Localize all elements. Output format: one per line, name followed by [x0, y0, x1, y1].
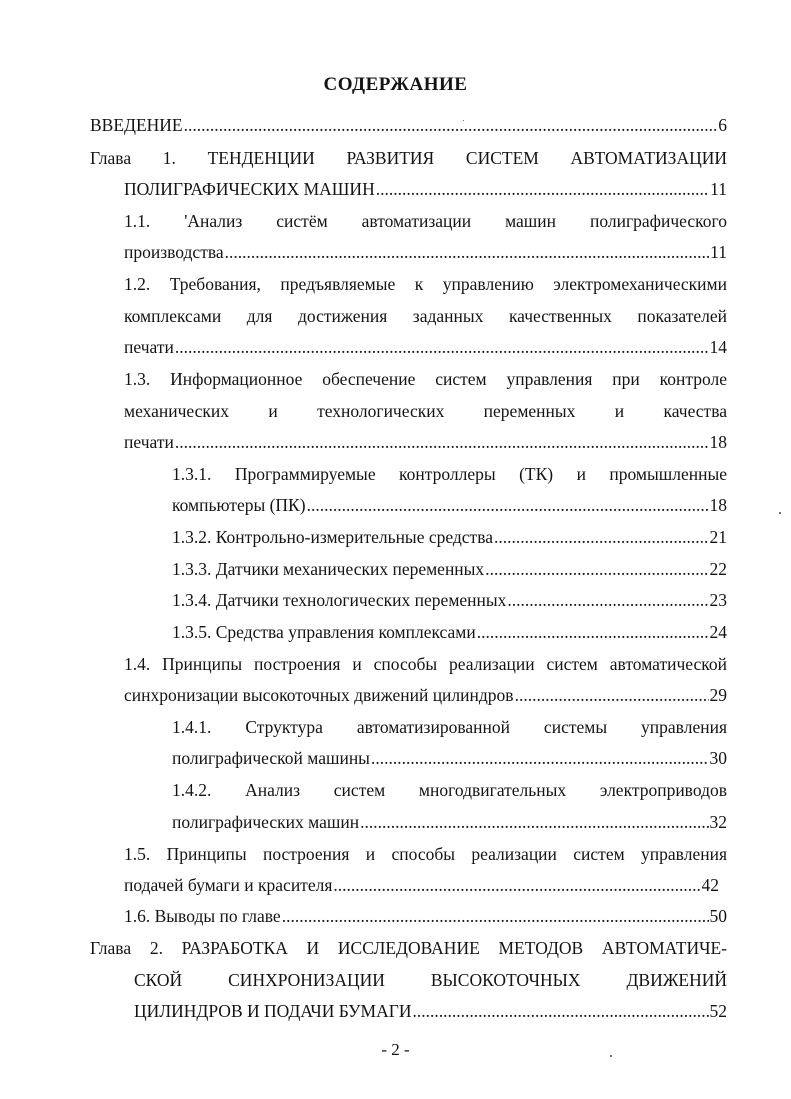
toc-chapter-2-heading: Глава 2. РАЗРАБОТКА И ИССЛЕДОВАНИЕ МЕТОДОВ АВТОМАТИЧЕ-	[90, 938, 727, 958]
toc-leader-dots	[494, 526, 708, 548]
scan-speck	[779, 512, 781, 514]
toc-entry-title: 1.3.3. Датчики механических переменных	[172, 559, 485, 579]
toc-section-1-3: 1.3. Информационное обеспечение систем управления при контроле	[124, 369, 727, 389]
toc-subsection-1-4-2: 1.4.2. Анализ систем многодвигательных электроприводов	[172, 780, 727, 800]
toc-section-1-5: 1.5. Принципы построения и способы реализации систем управления	[124, 844, 727, 864]
toc-entry-title: 1.3.5. Средства управления комплексами	[172, 622, 476, 642]
scan-speck	[463, 120, 464, 121]
toc-entry-title: ЦИЛИНДРОВ И ПОДАЧИ БУМАГИ	[134, 1001, 412, 1021]
toc-section-1-3-cont: механических и технологических переменных и качества	[124, 401, 727, 421]
toc-section-1-4: 1.4. Принципы построения и способы реализации систем автоматической	[124, 654, 727, 674]
toc-entry-title: полиграфических машин	[172, 812, 360, 832]
toc-page-number: 23	[709, 590, 727, 610]
toc-page-number: 52	[709, 1001, 727, 1021]
toc-subsection-1-3-2	[172, 526, 727, 548]
toc-page-number: 29	[709, 685, 727, 705]
toc-leader-dots	[333, 874, 700, 896]
toc-leader-dots	[307, 494, 709, 516]
page-title: СОДЕРЖАНИЕ	[323, 74, 468, 95]
toc-section-1-2-end	[124, 336, 727, 358]
toc-subsection-1-4-1: 1.4.1. Структура автоматизированной системы управления	[172, 717, 727, 737]
toc-subsection-1-3-3	[172, 558, 727, 580]
toc-section-1-5-end	[124, 874, 719, 896]
toc-entry-title: печати	[124, 432, 174, 452]
toc-subsection-1-3-1-end	[172, 494, 727, 516]
toc-subsection-1-3-4	[172, 589, 727, 611]
toc-page-number: 22	[709, 559, 727, 579]
toc-entry-title: синхронизации высокоточных движений цилиндров	[124, 685, 514, 705]
toc-chapter-1-heading-end	[124, 178, 727, 200]
toc-leader-dots	[515, 684, 709, 706]
toc-entry-title: ВВЕДЕНИЕ	[90, 115, 183, 135]
toc-subsection-1-3-1: 1.3.1. Программируемые контроллеры (ТК) и промышленные	[172, 464, 727, 484]
toc-page-number: 11	[710, 179, 727, 199]
toc-subsection-1-4-2-end	[172, 811, 727, 833]
toc-page-number: 11	[710, 242, 727, 262]
toc-subsection-1-3-5	[172, 621, 727, 643]
page-number: - 2 -	[381, 1040, 410, 1059]
toc-leader-dots	[413, 1000, 709, 1022]
scan-speck	[610, 1055, 612, 1057]
toc-page-number: 18	[709, 495, 727, 515]
toc-entry-title: 1.6. Выводы по главе	[124, 906, 281, 926]
toc-page-number: 32	[709, 812, 727, 832]
toc-entry-title: полиграфической машины	[172, 748, 370, 768]
toc-section-1-1: 1.1. 'Анализ систём автоматизации машин полиграфического	[124, 211, 727, 231]
toc-entry-introduction	[90, 114, 727, 136]
toc-entry-title: 1.3.2. Контрольно-измерительные средства	[172, 527, 494, 547]
toc-page-number: 14	[709, 337, 727, 357]
toc-subsection-1-4-1-end	[172, 747, 727, 769]
toc-page-number: 50	[709, 906, 727, 926]
toc-leader-dots	[507, 589, 708, 611]
toc-entry-title: компьютеры (ПК)	[172, 495, 306, 515]
toc-leader-dots	[376, 178, 709, 200]
toc-chapter-2-heading-cont: СКОЙ СИНХРОНИЗАЦИИ ВЫСОКОТОЧНЫХ ДВИЖЕНИЙ	[134, 970, 727, 990]
toc-page-number: 18	[709, 432, 727, 452]
toc-entry-title: производства	[124, 242, 224, 262]
toc-leader-dots	[175, 336, 709, 358]
toc-leader-dots	[184, 114, 718, 136]
toc-page-number: 21	[709, 527, 727, 547]
toc-section-1-4-end	[124, 684, 727, 706]
toc-page-number: 6	[718, 115, 727, 135]
toc-entry-title: ПОЛИГРАФИЧЕСКИХ МАШИН	[124, 179, 375, 199]
toc-section-1-2-cont: комплексами для достижения заданных качественных показателей	[124, 306, 727, 326]
toc-section-1-1-end	[124, 241, 727, 263]
toc-leader-dots	[485, 558, 708, 580]
toc-chapter-2-heading-end	[134, 1000, 727, 1022]
toc-page-number: 24	[709, 622, 727, 642]
toc-entry-title: 1.3.4. Датчики технологических переменных	[172, 590, 507, 610]
toc-section-1-2: 1.2. Требования, предъявляемые к управлению электромеханическими	[124, 274, 727, 294]
toc-section-1-3-end	[124, 431, 727, 453]
toc-page-number: 30	[709, 748, 727, 768]
toc-leader-dots	[282, 905, 709, 927]
toc-page-number: 42	[701, 875, 719, 895]
toc-leader-dots	[175, 431, 709, 453]
toc-leader-dots	[477, 621, 709, 643]
toc-chapter-1-heading: Глава 1. ТЕНДЕНЦИИ РАЗВИТИЯ СИСТЕМ АВТОМАТИЗАЦИИ	[90, 148, 727, 168]
toc-entry-title: печати	[124, 337, 174, 357]
toc-entry-title: подачей бумаги и красителя	[124, 875, 333, 895]
toc-section-1-6	[124, 905, 727, 927]
toc-leader-dots	[371, 747, 709, 769]
toc-leader-dots	[225, 241, 709, 263]
toc-leader-dots	[360, 811, 708, 833]
